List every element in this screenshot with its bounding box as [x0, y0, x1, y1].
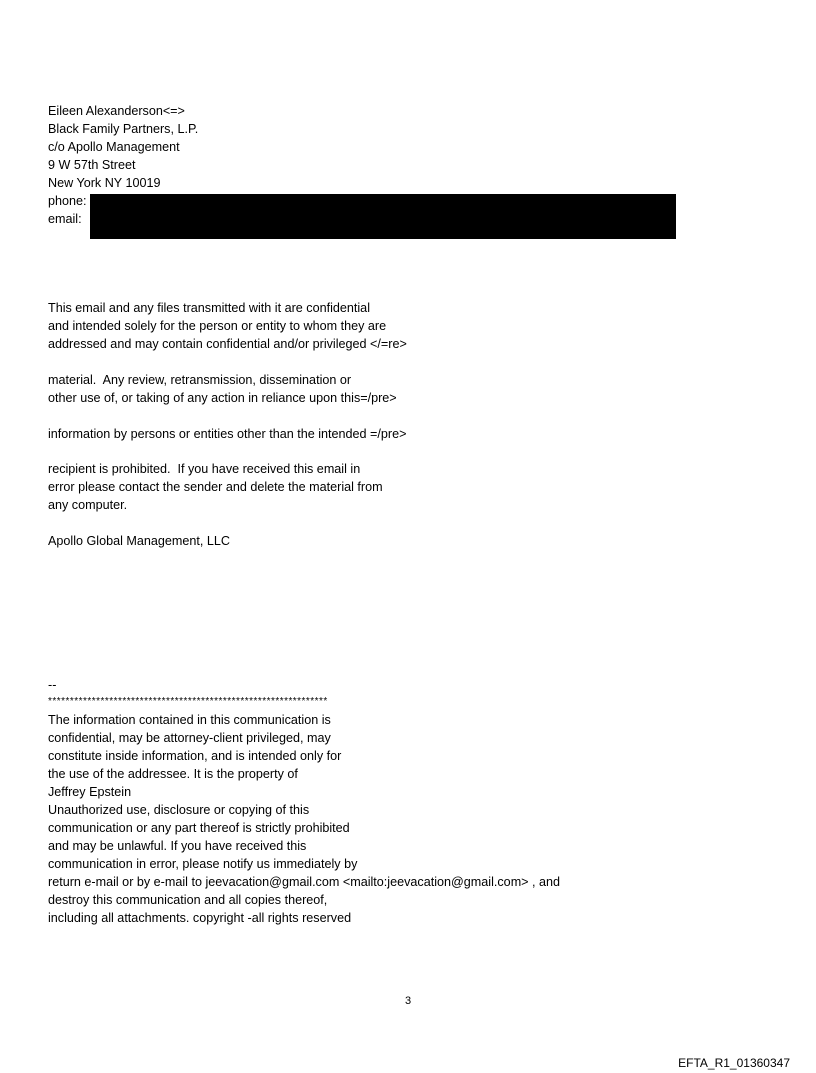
confidentiality-line: any computer. [48, 498, 128, 512]
notice-line: the use of the addressee. It is the property of [48, 767, 298, 781]
notice-line: destroy this communication and all copies thereof, [48, 893, 328, 907]
confidentiality-line: material. Any review, retransmission, dissemination or [48, 373, 352, 387]
confidentiality-line: and intended solely for the person or entity to whom they are [48, 319, 387, 333]
confidentiality-line: error please contact the sender and delete the material from [48, 480, 383, 494]
page-number: 3 [404, 995, 412, 1007]
confidentiality-line: addressed and may contain confidential and/or privileged </=re> [48, 337, 407, 351]
sender-street: 9 W 57th Street [48, 158, 136, 172]
sender-company: Black Family Partners, L.P. [48, 122, 199, 136]
notice-line: and may be unlawful. If you have received this [48, 839, 307, 853]
confidentiality-line: recipient is prohibited. If you have received this email in [48, 462, 361, 476]
confidentiality-line: other use of, or taking of any action in reliance upon this=/pre> [48, 391, 397, 405]
notice-line: including all attachments. copyright -all rights reserved [48, 911, 352, 925]
notice-line: Jeffrey Epstein [48, 785, 132, 799]
notice-line: communication in error, please notify us immediately by [48, 857, 358, 871]
confidentiality-line: This email and any files transmitted with it are confidential [48, 301, 370, 315]
phone-label: phone: [48, 194, 87, 208]
notice-line: Unauthorized use, disclosure or copying of this [48, 803, 310, 817]
signature-separator: -- [48, 678, 57, 692]
sender-city: New York NY 10019 [48, 176, 161, 190]
company-signature: Apollo Global Management, LLC [48, 534, 231, 548]
document-id: EFTA_R1_01360347 [678, 1056, 790, 1070]
star-divider: **************************************************************** [48, 696, 328, 707]
sender-name: Eileen Alexanderson<=> [48, 104, 185, 118]
email-label: email: [48, 212, 82, 226]
sender-care-of: c/o Apollo Management [48, 140, 180, 154]
redaction-box [90, 194, 676, 239]
notice-line: communication or any part thereof is strictly prohibited [48, 821, 350, 835]
notice-line: confidential, may be attorney-client privileged, may [48, 731, 331, 745]
notice-line: The information contained in this communication is [48, 713, 331, 727]
confidentiality-line: information by persons or entities other than the intended =/pre> [48, 427, 407, 441]
notice-line: constitute inside information, and is intended only for [48, 749, 342, 763]
notice-line: return e-mail or by e-mail to jeevacation@gmail.com <mailto:jeevacation@gmail.com> , and [48, 875, 561, 889]
